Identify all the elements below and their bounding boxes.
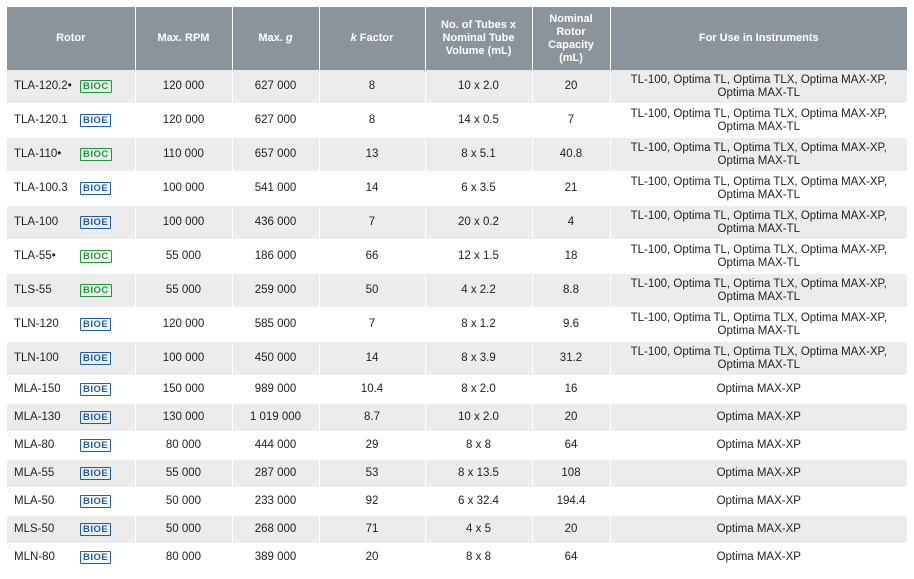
max-rpm-cell: 50 000 (135, 488, 232, 516)
rotor-name: TLA-110• (14, 148, 62, 161)
rotor-name: MLA-55 (14, 467, 55, 480)
max-g-cell: 627 000 (232, 104, 319, 138)
tubes-cell: 6 x 3.5 (425, 172, 532, 206)
header-capacity: Nominal Rotor Capacity (mL) (532, 7, 610, 70)
table-row (7, 70, 907, 104)
table-row (7, 206, 907, 240)
bio-safety-badge: BIOE (80, 182, 111, 195)
bio-safety-badge: BIOE (80, 495, 111, 508)
header-max-g-prefix: Max. (258, 32, 286, 44)
header-rotor: Rotor (7, 7, 135, 70)
tubes-cell: 12 x 1.5 (425, 240, 532, 274)
bio-safety-badge: BIOE (80, 352, 111, 365)
rotor-name: TLN-120 (14, 318, 59, 331)
capacity-cell: 20 (532, 70, 610, 104)
max-rpm-cell: 50 000 (135, 516, 232, 544)
max-rpm-cell: 150 000 (135, 376, 232, 404)
rotor-cell (7, 206, 135, 240)
rotor-name: TLA-55• (14, 250, 56, 263)
tubes-cell: 10 x 2.0 (425, 70, 532, 104)
tubes-cell: 8 x 5.1 (425, 138, 532, 172)
bio-safety-badge: BIOC (80, 148, 112, 161)
tubes-cell: 20 x 0.2 (425, 206, 532, 240)
tubes-cell: 8 x 3.9 (425, 342, 532, 376)
capacity-cell: 108 (532, 460, 610, 488)
table-row (7, 460, 907, 488)
bio-safety-badge: BIOC (80, 284, 112, 297)
k-factor-cell: 8 (319, 104, 425, 138)
bio-safety-badge: BIOE (80, 114, 111, 127)
rotor-cell (7, 70, 135, 104)
bio-safety-badge: BIOE (80, 467, 111, 480)
rotor-name: MLA-150 (14, 383, 61, 396)
header-max-g-var: g (285, 32, 293, 44)
capacity-cell: 31.2 (532, 342, 610, 376)
bio-safety-badge: BIOE (80, 318, 111, 331)
table-row (7, 376, 907, 404)
table-row (7, 308, 907, 342)
max-rpm-cell: 80 000 (135, 432, 232, 460)
max-g-cell: 450 000 (232, 342, 319, 376)
tubes-cell: 10 x 2.0 (425, 404, 532, 432)
rotor-name: MLA-80 (14, 439, 55, 452)
k-factor-cell: 29 (319, 432, 425, 460)
rotor-cell (7, 488, 135, 516)
header-instruments: For Use in Instruments (610, 7, 907, 70)
bio-safety-badge: BIOC (80, 80, 112, 93)
tubes-cell: 8 x 1.2 (425, 308, 532, 342)
max-g-cell: 541 000 (232, 172, 319, 206)
max-g-cell: 233 000 (232, 488, 319, 516)
rotor-name: TLA-120.2• (14, 80, 72, 93)
instruments-cell: Optima MAX-XP (610, 544, 907, 572)
table-row (7, 432, 907, 460)
rotor-name: MLN-80 (14, 551, 55, 564)
k-factor-cell: 66 (319, 240, 425, 274)
k-factor-cell: 71 (319, 516, 425, 544)
bio-safety-badge: BIOE (80, 439, 111, 452)
header-tubes: No. of Tubes x Nominal Tube Volume (mL) (425, 7, 532, 70)
max-rpm-cell: 100 000 (135, 172, 232, 206)
tubes-cell: 4 x 5 (425, 516, 532, 544)
capacity-cell: 8.8 (532, 274, 610, 308)
header-max-g (232, 7, 319, 70)
rotor-cell (7, 544, 135, 572)
bio-safety-badge: BIOE (80, 216, 111, 229)
table-row (7, 516, 907, 544)
max-g-cell: 989 000 (232, 376, 319, 404)
table-body (7, 70, 907, 572)
k-factor-cell: 7 (319, 206, 425, 240)
header-k-rest: Factor (356, 32, 394, 44)
header-k-var: k (350, 32, 357, 44)
rotor-cell (7, 516, 135, 544)
rotor-cell (7, 138, 135, 172)
capacity-cell: 20 (532, 404, 610, 432)
rotor-cell (7, 432, 135, 460)
k-factor-cell: 10.4 (319, 376, 425, 404)
rotor-name: TLA-100 (14, 216, 59, 229)
instruments-cell: Optima MAX-XP (610, 516, 907, 544)
instruments-cell: TL-100, Optima TL, Optima TLX, Optima MAX-XP, Optima MAX-TL (610, 206, 907, 240)
table-row (7, 104, 907, 138)
bio-safety-badge: BIOE (80, 411, 111, 424)
max-rpm-cell: 55 000 (135, 274, 232, 308)
rotor-cell (7, 104, 135, 138)
max-g-cell: 627 000 (232, 70, 319, 104)
table-row (7, 544, 907, 572)
capacity-cell: 20 (532, 516, 610, 544)
k-factor-cell: 14 (319, 172, 425, 206)
rotor-name: MLA-50 (14, 495, 55, 508)
table-row (7, 342, 907, 376)
max-rpm-cell: 120 000 (135, 308, 232, 342)
max-rpm-cell: 120 000 (135, 70, 232, 104)
instruments-cell: TL-100, Optima TL, Optima TLX, Optima MAX-XP, Optima MAX-TL (610, 240, 907, 274)
k-factor-cell: 7 (319, 308, 425, 342)
table-row (7, 274, 907, 308)
max-g-cell: 436 000 (232, 206, 319, 240)
tubes-cell: 8 x 13.5 (425, 460, 532, 488)
instruments-cell: TL-100, Optima TL, Optima TLX, Optima MAX-XP, Optima MAX-TL (610, 138, 907, 172)
rotor-name: TLA-100.3 (14, 182, 68, 195)
max-rpm-cell: 80 000 (135, 544, 232, 572)
tubes-cell: 8 x 8 (425, 544, 532, 572)
table-row (7, 172, 907, 206)
tubes-cell: 8 x 8 (425, 432, 532, 460)
capacity-cell: 194.4 (532, 488, 610, 516)
max-g-cell: 287 000 (232, 460, 319, 488)
instruments-cell: TL-100, Optima TL, Optima TLX, Optima MAX-XP, Optima MAX-TL (610, 274, 907, 308)
capacity-cell: 18 (532, 240, 610, 274)
max-g-cell: 389 000 (232, 544, 319, 572)
tubes-cell: 14 x 0.5 (425, 104, 532, 138)
max-g-cell: 444 000 (232, 432, 319, 460)
bio-safety-badge: BIOE (80, 523, 111, 536)
max-rpm-cell: 120 000 (135, 104, 232, 138)
max-g-cell: 186 000 (232, 240, 319, 274)
rotor-name: TLS-55 (14, 284, 52, 297)
capacity-cell: 64 (532, 544, 610, 572)
max-rpm-cell: 55 000 (135, 460, 232, 488)
rotor-name: MLA-130 (14, 411, 61, 424)
capacity-cell: 4 (532, 206, 610, 240)
instruments-cell: Optima MAX-XP (610, 432, 907, 460)
capacity-cell: 40.8 (532, 138, 610, 172)
capacity-cell: 16 (532, 376, 610, 404)
header-row (7, 7, 907, 70)
max-g-cell: 585 000 (232, 308, 319, 342)
table-row (7, 488, 907, 516)
table-row (7, 404, 907, 432)
rotor-specifications-table (7, 7, 907, 572)
tubes-cell: 6 x 32.4 (425, 488, 532, 516)
instruments-cell: Optima MAX-XP (610, 460, 907, 488)
header-max-rpm: Max. RPM (135, 7, 232, 70)
max-g-cell: 657 000 (232, 138, 319, 172)
instruments-cell: TL-100, Optima TL, Optima TLX, Optima MAX-XP, Optima MAX-TL (610, 104, 907, 138)
rotor-cell (7, 342, 135, 376)
rotor-cell (7, 376, 135, 404)
max-g-cell: 268 000 (232, 516, 319, 544)
instruments-cell: TL-100, Optima TL, Optima TLX, Optima MAX-XP, Optima MAX-TL (610, 342, 907, 376)
k-factor-cell: 53 (319, 460, 425, 488)
rotor-cell (7, 172, 135, 206)
k-factor-cell: 92 (319, 488, 425, 516)
max-rpm-cell: 110 000 (135, 138, 232, 172)
k-factor-cell: 8.7 (319, 404, 425, 432)
instruments-cell: Optima MAX-XP (610, 488, 907, 516)
instruments-cell: Optima MAX-XP (610, 404, 907, 432)
max-rpm-cell: 55 000 (135, 240, 232, 274)
bio-safety-badge: BIOE (80, 383, 111, 396)
table-row (7, 138, 907, 172)
rotor-cell (7, 274, 135, 308)
k-factor-cell: 50 (319, 274, 425, 308)
max-rpm-cell: 130 000 (135, 404, 232, 432)
capacity-cell: 21 (532, 172, 610, 206)
capacity-cell: 9.6 (532, 308, 610, 342)
rotor-cell (7, 240, 135, 274)
rotor-cell (7, 460, 135, 488)
max-rpm-cell: 100 000 (135, 206, 232, 240)
max-g-cell: 259 000 (232, 274, 319, 308)
bio-safety-badge: BIOE (80, 551, 111, 564)
rotor-name: MLS-50 (14, 523, 55, 536)
rotor-cell (7, 404, 135, 432)
capacity-cell: 64 (532, 432, 610, 460)
table-row (7, 240, 907, 274)
header-k-factor (319, 7, 425, 70)
rotor-name: TLN-100 (14, 352, 59, 365)
instruments-cell: TL-100, Optima TL, Optima TLX, Optima MAX-XP, Optima MAX-TL (610, 70, 907, 104)
k-factor-cell: 14 (319, 342, 425, 376)
k-factor-cell: 8 (319, 70, 425, 104)
capacity-cell: 7 (532, 104, 610, 138)
instruments-cell: Optima MAX-XP (610, 376, 907, 404)
instruments-cell: TL-100, Optima TL, Optima TLX, Optima MAX-XP, Optima MAX-TL (610, 172, 907, 206)
k-factor-cell: 13 (319, 138, 425, 172)
k-factor-cell: 20 (319, 544, 425, 572)
max-rpm-cell: 100 000 (135, 342, 232, 376)
instruments-cell: TL-100, Optima TL, Optima TLX, Optima MAX-XP, Optima MAX-TL (610, 308, 907, 342)
max-g-cell: 1 019 000 (232, 404, 319, 432)
rotor-name: TLA-120.1 (14, 114, 68, 127)
bio-safety-badge: BIOC (80, 250, 112, 263)
tubes-cell: 4 x 2.2 (425, 274, 532, 308)
tubes-cell: 8 x 2.0 (425, 376, 532, 404)
rotor-cell (7, 308, 135, 342)
